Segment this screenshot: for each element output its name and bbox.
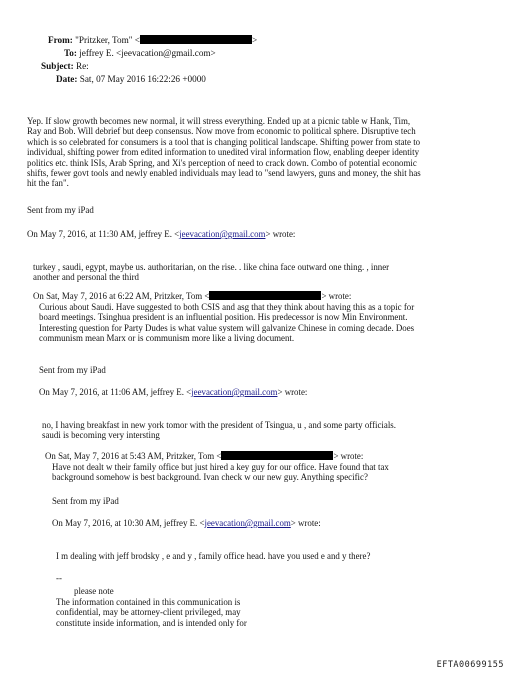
message-body: I m dealing with jeff brodsky , e and y , family office head. have you used e and y there? — [56, 551, 371, 561]
quote-header: On Sat, May 7, 2016 at 5:43 AM, Pritzker, Tom < > wrote: — [45, 451, 364, 461]
message-body: no, I having breakfast in new york tomor with the president of Tsingua, u , and some party officials. saudi is becoming very intersting — [42, 420, 396, 441]
redaction-bar — [209, 291, 321, 300]
quote-header: On Sat, May 7, 2016 at 6:22 AM, Pritzker, Tom < > wrote: — [33, 291, 352, 301]
document-id: EFTA00699155 — [436, 660, 504, 670]
date-value: Sat, 07 May 2016 16:22:26 +0000 — [79, 74, 206, 84]
from-value: "Pritzker, Tom" < — [75, 35, 140, 45]
from-label: From: — [48, 35, 73, 45]
email-link[interactable]: jeevacation@gmail.com — [204, 518, 291, 528]
email-link[interactable]: jeevacation@gmail.com — [191, 387, 278, 397]
message-body: turkey , saudi, egypt, maybe us. authoritarian, on the rise. . like china face outward one thing. , inner another and personal the third — [33, 262, 390, 283]
header-subject — [41, 61, 89, 72]
separator-dash: -- — [56, 573, 62, 583]
signature: Sent from my iPad — [52, 496, 119, 506]
to-label: To: — [64, 48, 77, 58]
quote-header: On May 7, 2016, at 11:30 AM, jeffrey E. <jeevacation@gmail.com> wrote: — [27, 229, 296, 239]
message-body: Yep. If slow growth becomes new normal, it will stress everything. Ended up at a picnic table w Hank, Tim, Ray and Bob. Will debrief but deep consensus. Now move from economic to political sphere. Disruptive tech which is so celebrated for consumers is a tool that is changing political landscape. Shifting power from state to individual, shifting power from edited information to unedited viral information flow, enabling deeper identity politics etc. think ISIs, Arab Spring, and Xi's perception of need to crack down. Combo of potential economic shifts, fewer govt tools and newly enabled individuals may lead to "send lawyers, guns and money, the shit has hit the fan". — [27, 116, 421, 189]
subject-value: Re: — [75, 61, 89, 71]
date-label: Date: — [56, 74, 78, 84]
subject-label: Subject: — [41, 61, 74, 71]
message-body: Curious about Saudi. Have suggested to both CSIS and asg that they think about having this as a topic for board meetings. Tsinghua president is an influential position. His predecessor is now Min Environment. Interesting question for Party Dudes is what value system will galvanize Chinese in coming decade. Does communism mean Marx or is communism more like a living document. — [39, 302, 415, 344]
quote-header: On May 7, 2016, at 11:06 AM, jeffrey E. <jeevacation@gmail.com> wrote: — [39, 387, 308, 397]
to-value: jeffrey E. <jeevacation@gmail.com> — [79, 48, 216, 58]
quote-header: On May 7, 2016, at 10:30 AM, jeffrey E. <jeevacation@gmail.com> wrote: — [52, 518, 321, 528]
header-from — [48, 35, 257, 46]
disclaimer-note: please note — [74, 586, 114, 596]
email-link[interactable]: jeevacation@gmail.com — [179, 229, 266, 239]
header-date — [56, 74, 206, 85]
from-close: > — [251, 35, 258, 45]
disclaimer-text: The information contained in this communication is confidential, may be attorney-client privileged, may constitute inside information, and is intended only for — [56, 597, 247, 628]
signature: Sent from my iPad — [27, 205, 94, 215]
signature: Sent from my iPad — [39, 365, 106, 375]
message-body: Have not dealt w their family office but just hired a key guy for our office. Have found that tax background somehow is best background. Ivan check w our new guy. Anything specific? — [52, 462, 389, 483]
redaction-bar — [221, 451, 333, 460]
redaction-bar — [140, 35, 252, 44]
header-to — [64, 48, 216, 59]
